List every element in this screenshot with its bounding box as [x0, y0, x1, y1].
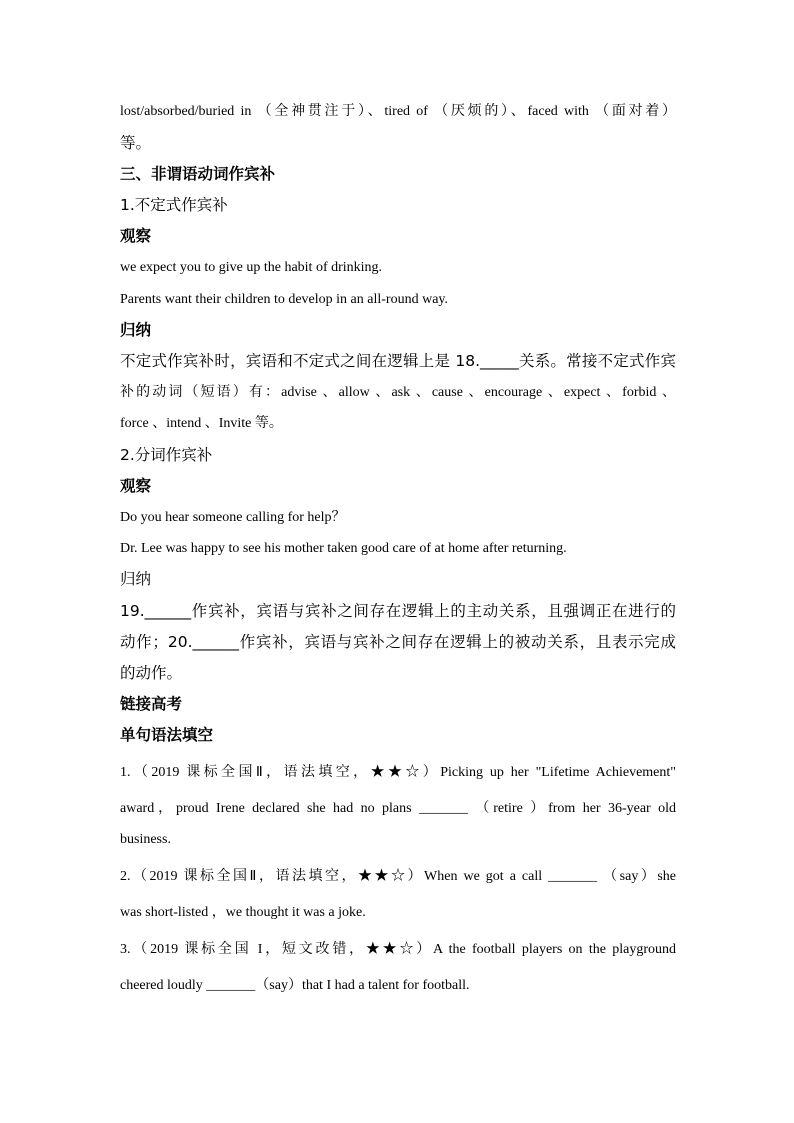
example-sentence-3: Do you hear someone calling for help？	[120, 510, 346, 525]
exercise-3-line-a: 3.（2019 课标全国 I，短文改错，★★☆）A the football players on the playground	[120, 942, 676, 957]
exercise-1-line-a: 1.（2019 课标全国Ⅱ，语法填空，★★☆）Picking up her "Lifetime Achievement"	[120, 765, 676, 780]
label-observe-2: 观察	[120, 477, 152, 495]
subheading-infinitive: 1.不定式作宾补	[120, 196, 228, 214]
label-observe-1: 观察	[120, 227, 152, 245]
exercise-3-line-b: cheered loudly _______（say）that I had a talent for football.	[120, 978, 470, 993]
example-sentence-1: we expect you to give up the habit of drinking.	[120, 260, 383, 275]
example-sentence-4: Dr. Lee was happy to see his mother taken good care of at home after returning.	[120, 541, 567, 556]
summary-text-1c: force 、intend 、Invite 等。	[120, 416, 283, 431]
summary-text-1a: 不定式作宾补时，宾语和不定式之间在逻辑上是 18._____关系。常接不定式作宾	[120, 352, 676, 370]
text-line-deng: 等。	[120, 134, 152, 152]
summary-text-2c: 的动作。	[120, 664, 183, 682]
exercise-2-line-a: 2.（2019 课标全国Ⅱ，语法填空，★★☆）When we got a call _______ （say）she	[120, 869, 676, 884]
summary-text-2a: 19.______作宾补，宾语与宾补之间存在逻辑上的主动关系，且强调正在进行的	[120, 602, 676, 620]
exercise-2-line-b: was short-listed ，we thought it was a joke.	[120, 905, 366, 920]
label-summary-2: 归纳	[120, 570, 152, 588]
subheading-participle: 2.分词作宾补	[120, 446, 213, 464]
section-heading-gaokao: 链接高考	[120, 695, 183, 713]
exercise-1-line-b: award，proud Irene declared she had no plans _______ （retire ）from her 36-year old	[120, 801, 676, 816]
text-line-phrases: lost/absorbed/buried in （全神贯注于）、tired of （厌烦的）、faced with （面对着）	[120, 104, 676, 119]
exercise-1-line-c: business.	[120, 832, 171, 847]
summary-text-2b: 动作；20.______作宾补，宾语与宾补之间存在逻辑上的被动关系，且表示完成	[120, 633, 676, 651]
example-sentence-2: Parents want their children to develop in an all-round way.	[120, 292, 448, 307]
summary-text-1b: 补的动词（短语）有：advise 、allow 、ask 、cause 、encourage 、expect 、forbid 、	[120, 385, 676, 400]
label-summary-1: 归纳	[120, 321, 152, 339]
exercise-heading: 单句语法填空	[120, 726, 214, 744]
section-heading-3: 三、非谓语动词作宾补	[120, 165, 276, 183]
